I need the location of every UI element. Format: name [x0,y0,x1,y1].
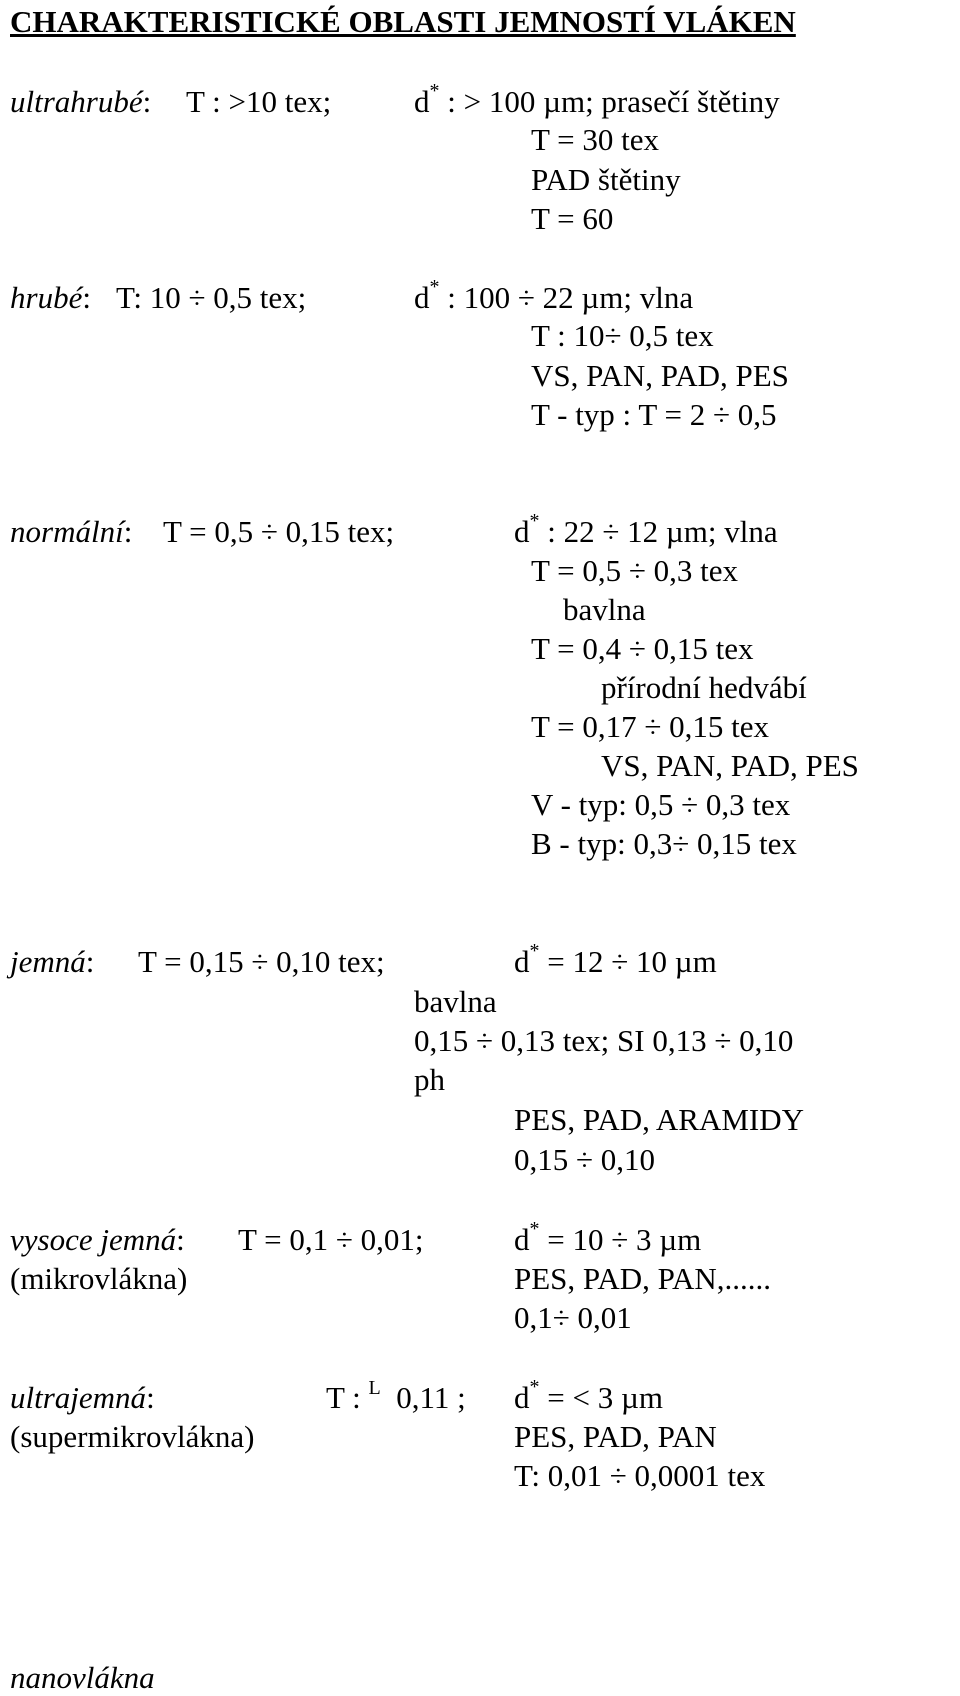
diameter-hrube: d* : 100 ÷ 22 µm; vlna [414,275,694,315]
diameter-ultrajemna: d* = < 3 µm [514,1375,663,1415]
fineness-normalni: T = 0,5 ÷ 0,15 tex; [163,514,395,549]
diameter-jemna: d* = 12 ÷ 10 µm [514,939,717,979]
detail-line: T - typ : T = 2 ÷ 0,5 [531,397,777,432]
detail-line: VS, PAN, PAD, PES [531,358,789,393]
category-label: ultrajemná [10,1380,147,1415]
fineness-jemna: T = 0,15 ÷ 0,10 tex; [138,944,385,979]
detail-line: T = 0,4 ÷ 0,15 tex [531,631,754,666]
diameter-normalni: d* : 22 ÷ 12 µm; vlna [514,509,778,549]
category-nanovlakna: nanovlákna [10,1660,155,1695]
fineness-vysoce-jemna: T = 0,1 ÷ 0,01; [238,1222,424,1257]
detail-line: T = 0,17 ÷ 0,15 tex [531,709,769,744]
fineness-hrube: T: 10 ÷ 0,5 tex; [116,280,307,315]
category-label: ultrahrubé [10,84,143,119]
category-ultrahrube: ultrahrubé: [10,84,152,119]
category-normalni: normální: [10,514,133,549]
category-ultrajemna: ultrajemná: [10,1380,155,1415]
detail-line: PES, PAD, PAN,...... [514,1261,772,1296]
detail-line: PAD štětiny [531,162,681,197]
category-label: jemná [10,944,86,979]
detail-line: 0,1÷ 0,01 [514,1300,632,1335]
diameter-ultrahrube: d* : > 100 µm; prasečí štětiny [414,79,780,119]
detail-line: PES, PAD, ARAMIDY [514,1102,804,1137]
detail-line: bavlna [414,984,497,1019]
detail-line: PES, PAD, PAN [514,1419,717,1454]
page-title: CHARAKTERISTICKÉ OBLASTI JEMNOSTÍ VLÁKEN [10,4,796,39]
category-label: normální [10,514,124,549]
category-hrube: hrubé: [10,280,91,315]
detail-line: V - typ: 0,5 ÷ 0,3 tex [531,787,791,822]
detail-line: bavlna [563,592,646,627]
detail-line: ph [414,1062,445,1097]
detail-line: VS, PAN, PAD, PES [601,748,859,783]
detail-line: T = 0,5 ÷ 0,3 tex [531,553,738,588]
diameter-vysoce-jemna: d* = 10 ÷ 3 µm [514,1217,702,1257]
detail-line: 0,15 ÷ 0,10 [514,1142,656,1177]
fineness-ultrajemna: T : $^L$ 0,11 ; [326,1377,466,1415]
detail-line: T: 0,01 ÷ 0,0001 tex [514,1458,766,1493]
category-sublabel: (mikrovlákna) [10,1261,188,1296]
detail-line: 0,15 ÷ 0,13 tex; SI 0,13 ÷ 0,10 [414,1023,794,1058]
fineness-ultrahrube: T : >10 tex; [186,84,332,119]
detail-line: T : 10÷ 0,5 tex [531,318,714,353]
detail-line: B - typ: 0,3÷ 0,15 tex [531,826,797,861]
detail-line: T = 30 tex [531,122,659,157]
detail-line: T = 60 [531,201,614,236]
category-label: hrubé [10,280,83,315]
detail-line: přírodní hedvábí [601,670,807,705]
category-sublabel: (supermikrovlákna) [10,1419,255,1454]
category-label: vysoce jemná [10,1222,177,1257]
category-vysoce-jemna: vysoce jemná: [10,1222,185,1257]
category-jemna: jemná: [10,944,95,979]
